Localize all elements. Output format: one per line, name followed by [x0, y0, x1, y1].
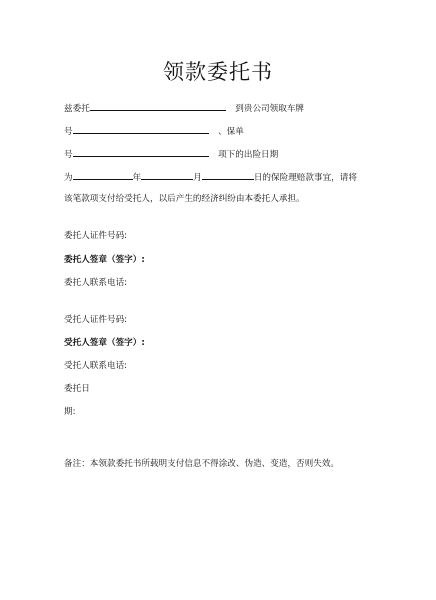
line4-prefix: 为: [64, 173, 73, 183]
month-blank: [141, 170, 193, 180]
line3-suffix: 项下的出险日期: [218, 150, 279, 160]
agent-phone-label: 受托人联系电话:: [64, 361, 128, 371]
line1-suffix: 到贵公司领取车牌: [235, 104, 305, 114]
entrust-date-label-2: 期:: [64, 407, 76, 417]
principal-sign-label: 委托人签章（签字）:: [64, 255, 145, 265]
agent-id-label: 受托人证件号码:: [64, 315, 128, 325]
line4-month: 月: [193, 173, 202, 183]
principal-id-label: 委托人证件号码:: [64, 231, 128, 241]
authorization-line-3: [64, 147, 278, 161]
line3-prefix: 号: [64, 150, 73, 160]
principal-phone-label: 委托人联系电话:: [64, 278, 128, 288]
authorization-line-1: [64, 101, 304, 115]
license-plate-blank: [73, 124, 209, 134]
line1-prefix: 兹委托: [64, 104, 90, 114]
document-note: 备注：本领款委托书所载明支付信息不得涂改、伪造、变造，否则失效。: [64, 459, 340, 469]
authorization-line-2: [64, 124, 244, 138]
authorization-line-5: 该笔款项支付给受托人，以后产生的经济纠纷由本委托人承担。: [64, 194, 305, 204]
line4-suffix: 日的保险理赔款事宜，请将: [253, 173, 357, 183]
day-blank: [202, 170, 254, 180]
document-title: 领款委托书: [163, 60, 273, 84]
year-blank: [73, 170, 133, 180]
agent-name-blank: [90, 101, 226, 111]
agent-sign-label: 受托人签章（签字）:: [64, 338, 145, 348]
line4-year: 年: [132, 173, 142, 183]
entrust-date-label-1: 委托日: [64, 384, 90, 394]
policy-number-blank: [73, 147, 209, 157]
line2-suffix: 、保单: [218, 127, 244, 137]
line2-prefix: 号: [64, 127, 73, 137]
authorization-line-4: [64, 170, 357, 184]
